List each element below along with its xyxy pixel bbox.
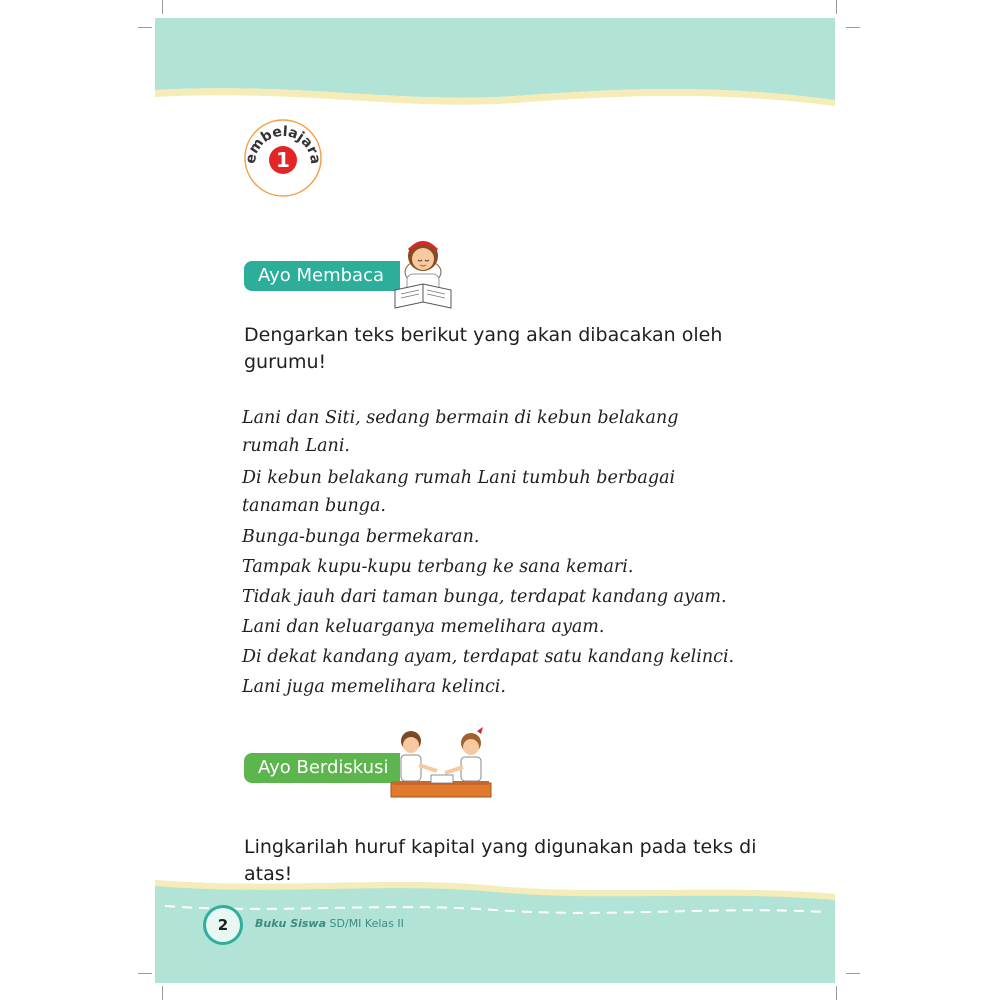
lesson-badge: [243, 118, 323, 198]
footer-grade: SD/MI Kelas II: [329, 917, 404, 930]
lesson-label: embelajara: [243, 123, 323, 166]
footer-book-title: [255, 917, 404, 930]
story-line: Tampak kupu-kupu terbang ke sana kemari.: [242, 557, 634, 577]
section-title-read: Ayo Membaca: [244, 261, 400, 291]
story-text: [242, 404, 762, 702]
section-title-discuss: Ayo Berdiskusi: [244, 753, 400, 783]
kids-discussing-illustration: [387, 725, 495, 801]
crop-mark: [162, 0, 163, 14]
crop-mark: [138, 27, 152, 28]
story-line: Tidak jauh dari taman bunga, terdapat kandang ayam.: [242, 587, 727, 607]
footer-band: [155, 880, 835, 983]
crop-mark: [846, 27, 860, 28]
story-line: Di kebun belakang rumah Lani tumbuh berbagai tanaman bunga.: [242, 468, 676, 516]
crop-mark: [836, 0, 837, 14]
story-line: Lani juga memelihara kelinci.: [242, 677, 506, 697]
page-number: 2: [206, 908, 240, 942]
header-band: [155, 18, 835, 128]
discuss-instruction: Lingkarilah huruf kapital yang digunakan pada teks di atas!: [244, 836, 757, 885]
lesson-number: 1: [276, 148, 290, 172]
book-page: [155, 18, 835, 983]
crop-mark: [836, 986, 837, 1000]
crop-mark: [162, 986, 163, 1000]
read-instruction: Dengarkan teks berikut yang akan dibacakan oleh gurumu!: [244, 324, 723, 373]
footer-book-name: Buku Siswa: [255, 917, 327, 930]
story-line: Bunga-bunga bermekaran.: [242, 527, 480, 547]
story-line: Lani dan Siti, sedang bermain di kebun belakang rumah Lani.: [242, 408, 679, 456]
crop-mark: [846, 973, 860, 974]
story-line: Di dekat kandang ayam, terdapat satu kandang kelinci.: [242, 647, 735, 667]
girl-reading-illustration: [393, 232, 455, 312]
story-line: Lani dan keluarganya memelihara ayam.: [242, 617, 605, 637]
crop-mark: [138, 973, 152, 974]
